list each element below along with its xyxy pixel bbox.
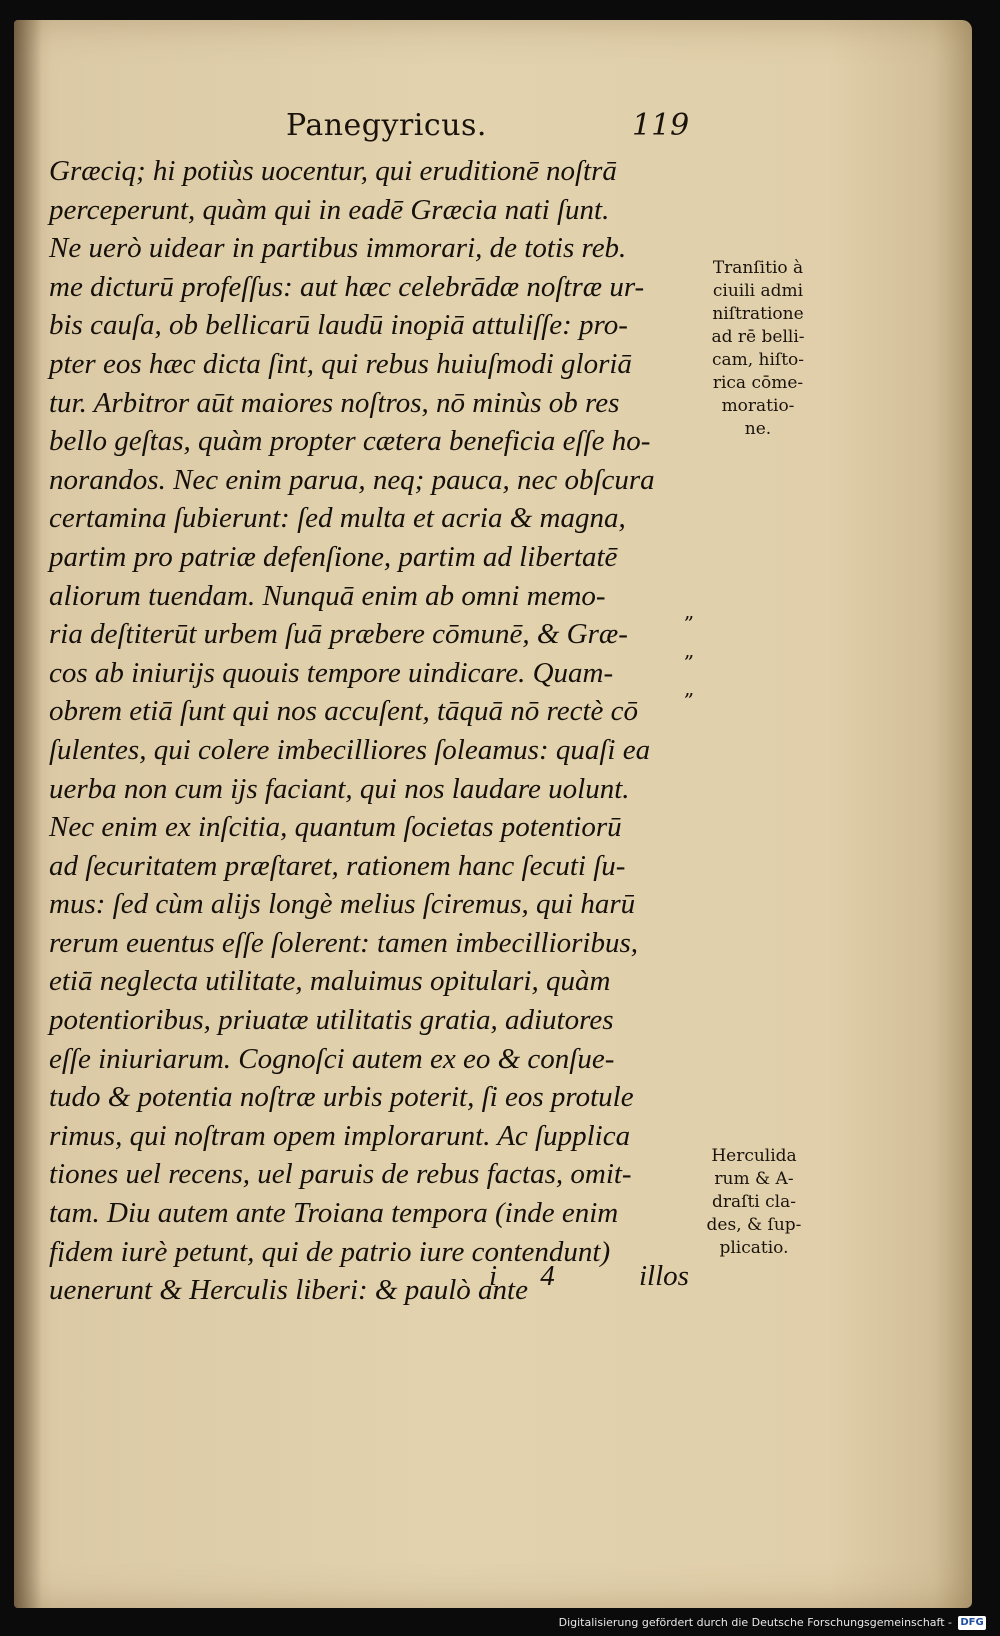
- text-line: Ne uerò uidear in partibus immorari, de totis reb.: [49, 232, 627, 265]
- funding-credit: Digitalisierung gefördert durch die Deutsche Forschungsgemeinschaft -: [558, 1616, 952, 1629]
- marginal-note-line: ciuili admi: [712, 281, 804, 301]
- text-line: uenerunt & Herculis liberi: & paulò ante: [49, 1274, 528, 1307]
- marginal-note-line: Tranſitio à: [712, 258, 804, 278]
- footer-bar: [0, 1610, 1000, 1636]
- gutter-shadow: [14, 20, 42, 1608]
- running-title: Panegyricus.: [286, 108, 487, 143]
- marginal-note-line: ne.: [744, 419, 772, 439]
- marginal-note-line: cam, hiſto-: [711, 350, 805, 370]
- marginal-note-line: des, & ſup-: [706, 1215, 802, 1235]
- text-line: ad ſecuritatem præſtaret, rationem hanc ſecuti ſu-: [49, 849, 626, 882]
- text-line: ria deſtiterūt urbem ſuā præbere cōmunē, & Græ-: [49, 618, 628, 651]
- text-line: potentioribus, priuatæ utilitatis gratia, adiutores: [49, 1004, 614, 1037]
- marginal-note-line: niſtratione: [712, 304, 804, 324]
- text-line: perceperunt, quàm qui in eadē Græcia nati ſunt.: [49, 193, 610, 226]
- text-line: cos ab iniurijs quouis tempore uindicare. Quam-: [49, 656, 614, 689]
- marginal-note-line: Herculida: [711, 1146, 797, 1166]
- marginal-note-line: rica cōme-: [712, 373, 804, 393]
- text-line: eſſe iniuriarum. Cognoſci autem ex eo & conſue-: [49, 1042, 615, 1075]
- text-line: rerum euentus eſſe ſolerent: tamen imbecillioribus,: [49, 926, 639, 959]
- text-line: tur. Arbitror aūt maiores noſtros, nō minùs ob res: [49, 386, 620, 419]
- text-line: certamina ſubierunt: ſed multa et acria & magna,: [49, 502, 626, 535]
- text-line: ſulentes, qui colere imbecilliores ſoleamus: quaſi ea: [49, 733, 651, 766]
- text-line: Nec enim ex inſcitia, quantum ſocietas potentiorū: [49, 811, 622, 844]
- text-line: mus: ſed cùm alijs longè melius ſciremus, qui harū: [49, 888, 636, 921]
- body-text: [49, 152, 701, 1310]
- text-line: tiones uel recens, uel paruis de rebus factas, omit-: [49, 1158, 632, 1191]
- text-line: partim pro patriæ defenſione, partim ad libertatē: [49, 540, 618, 573]
- quote-mark: „: [684, 599, 695, 623]
- signature-mark: i 4: [489, 1260, 573, 1292]
- text-line: norandos. Nec enim parua, neq; pauca, nec obſcura: [49, 463, 655, 496]
- text-line: Græciq; hi potiùs uocentur, qui eruditionē noſtrā: [49, 155, 617, 187]
- marginal-note-heraclidae: [690, 1145, 818, 1260]
- text-line: tudo & potentia noſtræ urbis poterit, ſi eos protule: [49, 1081, 634, 1114]
- text-line: etiā neglecta utilitate, maluimus opitulari, quàm: [49, 965, 611, 998]
- marginal-note-line: plicatio.: [719, 1238, 789, 1258]
- folio-number: 119: [632, 108, 690, 143]
- marginal-note-line: moratio-: [721, 396, 795, 416]
- marginal-note-line: ad rē belli-: [711, 327, 805, 347]
- text-line: fidem iurè petunt, qui de patrio iure contendunt): [49, 1235, 611, 1268]
- text-line: uerba non cum ijs faciant, qui nos laudare uolunt.: [49, 772, 630, 805]
- margin-quote-marks: [684, 592, 724, 708]
- marginal-note-line: rum & A-: [714, 1169, 794, 1189]
- text-line: obrem etiā ſunt qui nos accuſent, tāquā nō rectè cō: [49, 695, 639, 728]
- catchword: illos: [639, 1260, 689, 1292]
- quote-mark: „: [684, 637, 695, 662]
- book-page: [14, 20, 972, 1608]
- text-line: bis cauſa, ob bellicarū laudū inopiā attuliſſe: pro-: [49, 309, 628, 342]
- text-line: aliorum tuendam. Nunquā enim ab omni memo-: [49, 579, 606, 612]
- dfg-logo-icon: DFG: [958, 1616, 986, 1630]
- marginal-note-transition: [694, 257, 822, 441]
- text-line: tam. Diu autem ante Troiana tempora (inde enim: [49, 1197, 619, 1230]
- quote-mark: „: [684, 676, 695, 701]
- marginal-note-line: draſti cla-: [712, 1192, 796, 1212]
- text-line: rimus, qui noſtram opem implorarunt. Ac ſupplica: [49, 1119, 631, 1152]
- text-line: pter eos hæc dicta ſint, qui rebus huiuſmodi gloriā: [49, 347, 632, 380]
- running-head: [34, 102, 694, 152]
- text-line: bello geſtas, quàm propter cætera beneficia eſſe ho-: [49, 425, 651, 458]
- text-line: me dicturū profeſſus: aut hæc celebrādæ noſtræ ur-: [49, 270, 645, 303]
